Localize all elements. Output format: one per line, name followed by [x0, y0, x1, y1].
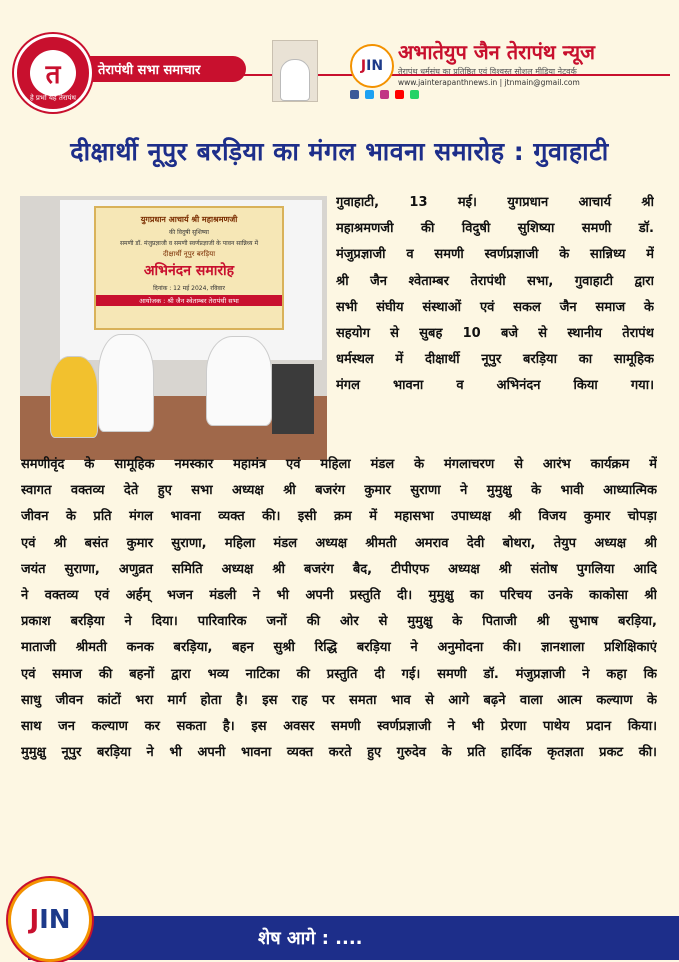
banner-line-3: समणी डॉ. मंजुप्रज्ञाजी व समणी स्वर्णप्रज्ञाजी के पावन सान्निध्य में	[119, 240, 259, 247]
article-line: मंगल भावना व अभिनंदन किया गया।	[336, 378, 654, 394]
event-photo	[20, 196, 327, 460]
section-label-bar	[76, 56, 246, 82]
article-line: जयंत सुराणा, अणुव्रत समिति अध्यक्ष श्री बजरंग बैद, टीपीएफ अध्यक्ष श्री संतोष पुगलिया आदि	[21, 561, 657, 577]
banner-line-2: की विदुषी सुशिष्या	[169, 229, 209, 236]
social-icon[interactable]	[350, 90, 359, 99]
guru-figure-icon	[280, 59, 310, 101]
guru-portrait	[272, 40, 318, 102]
article-line: साथ जन कल्याण कर सकता है। इस अवसर समणी स्वर्णप्रज्ञाजी ने भी प्रेरणा पाथेय प्रदान किया।	[21, 718, 657, 734]
article-line: एवं समाज की बहनों द्वारा भव्य नाटिका की प्रस्तुति दी गई। समणी डॉ. मंजुप्रज्ञाजी ने कहा कि	[21, 666, 657, 682]
brand-title: अभातेयुप जैन तेरापंथ न्यूज	[398, 40, 595, 64]
article-line: ने वक्तव्य एवं अर्हम् भजन मंडली ने भी अपनी प्रस्तुति दी। मुमुक्षु का परिचय उनके काकोसा श्री	[21, 587, 657, 603]
article-line: गुवाहाटी, 13 मई। युगप्रधान आचार्य श्री	[336, 195, 654, 210]
article-body	[21, 452, 657, 766]
jin-logo-j: J	[29, 905, 40, 935]
footer-bar	[28, 916, 679, 960]
jin-logo-in: IN	[39, 905, 71, 935]
logo-symbol: त	[30, 50, 76, 96]
person-samani-2	[206, 336, 272, 426]
section-label: तेरापंथी सभा समाचार	[98, 63, 201, 78]
banner-line-1: युगप्रधान आचार्य श्री महाश्रमणजी	[140, 215, 238, 224]
article-line: साधु जीवन कांटों भरा मार्ग होता है। इस राह पर समता भाव से आगे बढ़ने वाला आत्म कल्याण के	[21, 692, 657, 708]
social-icon[interactable]	[380, 90, 389, 99]
article-line: स्वागत वक्तव्य देते हुए सभा अध्यक्ष श्री बजरंग कुमार सुराणा ने मुमुक्षु के भावी आध्यात्मिक	[21, 483, 657, 499]
brand-web: www.jainterapanthnews.in | jtnmain@gmail.com	[398, 78, 580, 87]
article-line: श्री जैन श्वेताम्बर तेरापंथी सभा, गुवाहाटी द्वारा	[336, 273, 654, 289]
banner-line-7: आयोजक : श्री जैन श्वेताम्बर तेरापंथी सभा	[96, 295, 282, 306]
logo-motto: हे प्रभो यह तेरापंथ	[29, 94, 76, 102]
article-line: समणीवृंद के सामूहिक नमस्कार महामंत्र एवं महिला मंडल के मंगलाचरण से आरंभ कार्यक्रम में	[21, 457, 657, 472]
brand-tagline: तेरापंथ धर्मसंघ का प्रतिष्ठित एवं विश्वस्त सोशल मीडिया नेटवर्क	[398, 67, 577, 76]
header	[10, 32, 670, 112]
person-samani-1	[98, 334, 154, 432]
article-line: एवं श्री बसंत कुमार सुराणा, महिला मंडल अध्यक्ष श्रीमती अमराव देवी बोथरा, तेयुप अध्यक्ष श्री	[21, 535, 657, 551]
article-line: जीवन के प्रति मंगल भावना व्यक्त की। इसी क्रम में महासभा उपाध्यक्ष श्री विजय कुमार चोपड़ा	[21, 509, 657, 525]
chair	[272, 364, 314, 434]
article-line: मंजुप्रज्ञाजी व समणी स्वर्णप्रज्ञाजी के सान्निध्य में	[336, 247, 654, 263]
article-line: माताजी श्रीमती कनक बरड़िया, बहन सुश्री रिद्धि बरड़िया ने अनुमोदना की। ज्ञानशाला प्रशिक्षिकाएं	[21, 640, 657, 656]
terapanth-logo	[14, 34, 92, 112]
social-icon[interactable]	[395, 90, 404, 99]
article-line: सहयोग से सुबह 10 बजे से स्थानीय तेरापंथ	[336, 325, 654, 341]
social-icons	[350, 90, 419, 99]
article-intro	[336, 190, 654, 400]
banner-line-4: दीक्षार्थी नूपुर बरड़िया	[162, 250, 216, 258]
jin-logo-small	[350, 44, 394, 88]
social-icon[interactable]	[410, 90, 419, 99]
jin-logo-small-j: J	[360, 58, 367, 74]
person-left	[50, 356, 98, 438]
article-line: धर्मस्थल में दीक्षार्थी नूपुर बरड़िया का सामूहिक	[336, 352, 654, 368]
event-banner	[94, 206, 284, 330]
banner-line-5: अभिनंदन समारोह	[143, 263, 235, 279]
social-icon[interactable]	[365, 90, 374, 99]
jin-logo-small-in: IN	[366, 58, 384, 74]
article-line: मुमुक्षु नूपुर बरड़िया ने भी अपनी भावना व्यक्त करते हुए गुरुदेव के प्रति हार्दिक कृतज्ञता प्रकट की।	[21, 745, 657, 761]
article-line: प्रकाश बरड़िया ने दिया। पारिवारिक जनों की ओर से मुमुक्षु के पिताजी श्री सुभाष बरड़िया,	[21, 614, 657, 630]
article-line: महाश्रमणजी की विदुषी सुशिष्या समणी डॉ.	[336, 221, 654, 237]
banner-line-6: दिनांक : 12 मई 2024, रविवार	[153, 285, 225, 292]
continued-label: शेष आगे : ....	[258, 928, 363, 949]
jin-logo	[8, 878, 92, 962]
headline: दीक्षार्थी नूपुर बरड़िया का मंगल भावना समारोह : गुवाहाटी	[70, 137, 609, 166]
article-line: सभी संघीय संस्थाओं एवं सकल जैन समाज के	[336, 299, 654, 315]
brand-block	[398, 38, 670, 87]
